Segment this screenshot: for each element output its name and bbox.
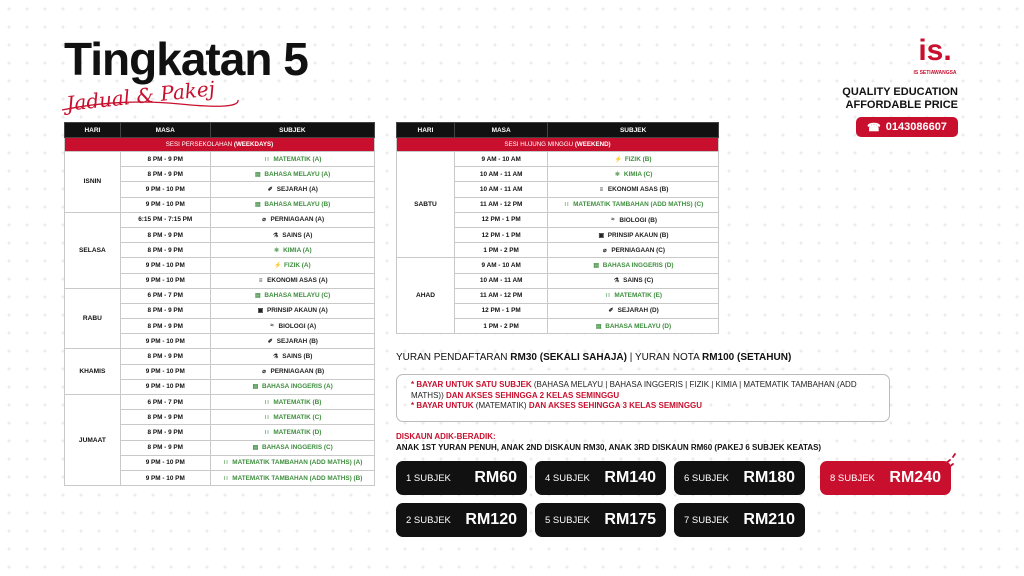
flag-icon: ▤ [255,171,261,178]
subject [254,292,330,299]
time-cell: 8 PM - 9 PM [120,440,210,455]
package-label: 2 SUBJEK [406,514,451,526]
subject-cell [210,258,374,273]
package-card [535,503,666,537]
subject-label: MATEMATIK (C) [273,413,322,421]
physics-icon: ⚡ [274,262,282,269]
time-cell: 10 AM - 11 AM [454,182,547,197]
time-cell: 1 PM - 2 PM [454,319,547,334]
note-1-highlight: BAYAR UNTUK SATU SUBJEK [416,380,532,389]
subject-label: BAHASA MELAYU (C) [264,292,331,300]
economy-icon: ≡ [599,186,604,193]
subject-cell [210,395,374,410]
business-icon: ⌀ [262,217,266,224]
flask-icon: ⚗ [273,354,279,361]
time-cell: 9 PM - 10 PM [120,455,210,470]
math-icon: ∷ [564,202,569,209]
time-cell: 9 PM - 10 PM [120,364,210,379]
time-cell: 9 PM - 10 PM [120,470,210,485]
tagline [842,86,958,112]
sparkle-icon [943,453,961,471]
subtitle-swoosh-decoration [60,94,240,114]
brand-sub-text: IS SETIAWANGSA [913,70,957,76]
session-banner [397,138,719,152]
subject [615,156,652,163]
subject-cell [210,379,374,394]
subject-label: EKONOMI ASAS (B) [607,186,669,194]
flag-icon: ▤ [255,202,261,209]
subject [604,292,662,299]
note-bullet: * [411,401,415,410]
subject-label: PERNIAGAAN (B) [270,368,325,376]
package-price: RM240 [889,469,941,486]
subject-cell [548,212,719,227]
session-name: SESI PERSEKOLAHAN [165,141,233,148]
subject-cell [548,273,719,288]
dna-icon: ≈ [270,323,274,330]
subject-label: KIMIA (A) [283,246,312,254]
dna-icon: ≈ [611,217,615,224]
subject [263,414,321,421]
column-header-subjek: SUBJEK [548,123,719,138]
note-2-highlight-2: DAN AKSES SEHINGGA 3 KELAS SEMINGGU [528,401,703,410]
subject-cell [210,197,374,212]
subject [257,307,328,314]
subject-label: BIOLOGI (A) [278,322,317,330]
math-icon: ∷ [223,475,228,482]
discount-line: ANAK 1ST YURAN PENUH, ANAK 2ND DISKAUN RM30, ANAK 3RD DISKAUN RM60 (PAKEJ 6 SUBJEK KEATAS) [396,443,822,452]
time-cell: 9 PM - 10 PM [120,258,210,273]
subject [601,247,665,254]
time-cell: 8 PM - 9 PM [120,410,210,425]
time-cell: 10 AM - 11 AM [454,273,547,288]
table-row [65,212,375,227]
subject [263,429,321,436]
subject-cell [548,288,719,303]
subject [598,186,668,193]
time-cell: 10 AM - 11 AM [454,167,547,182]
subject-label: BAHASA MELAYU (A) [264,170,331,178]
package-price: RM210 [743,511,795,528]
account-icon: ▣ [598,232,605,239]
day-cell: AHAD [397,258,455,334]
table-row [65,152,375,167]
subject [272,353,312,360]
flask-icon: ⚗ [273,232,279,239]
subject [593,262,674,269]
time-cell: 8 PM - 9 PM [120,152,210,167]
subject-label: BAHASA INGGERIS (C) [261,444,333,452]
subject-label: BAHASA MELAYU (B) [264,201,331,209]
subject-label: MATEMATIK TAMBAHAN (ADD MATHS) (A) [232,459,363,467]
subject-label: KIMIA (C) [623,170,653,178]
subject [263,156,321,163]
subject-cell [548,258,719,273]
subject [614,171,653,178]
page-subtitle: Jadual & Pakej [65,76,216,116]
subject-label: MATEMATIK (D) [273,428,322,436]
subject-cell [210,273,374,288]
subject-label: BAHASA INGGERIS (A) [261,383,333,391]
flag-icon: ▤ [252,384,259,391]
subject [257,277,327,284]
subject-label: SEJARAH (A) [276,185,318,193]
table-row [397,258,719,273]
subject-cell [210,440,374,455]
note-1-text: (BAHASA MELAYU | BAHASA INGGERIS | FIZIK | KIMIA | MATEMATIK TAMBAHAN (ADD MATHS)) [411,380,857,400]
package-card [396,503,527,537]
package-label: 8 SUBJEK [830,472,875,484]
subject [267,186,318,193]
column-header-masa: MASA [120,123,210,138]
business-icon: ⌀ [262,369,266,376]
weekday-schedule-table [64,122,375,486]
note-2-highlight: BAYAR UNTUK [416,401,474,410]
math-icon: ∷ [264,399,269,406]
subject [261,368,325,375]
subject [254,171,330,178]
time-cell: 11 AM - 12 PM [454,288,547,303]
physics-icon: ⚡ [614,156,623,163]
subject [261,216,325,223]
column-header-masa: MASA [454,123,547,138]
time-cell: 8 PM - 9 PM [120,227,210,242]
time-cell: 6 PM - 7 PM [120,395,210,410]
subject [254,201,330,208]
time-cell: 8 PM - 9 PM [120,303,210,318]
package-label: 4 SUBJEK [545,472,590,484]
subject-label: SAINS (A) [282,231,313,239]
subject [252,444,333,451]
subject [598,232,669,239]
day-cell: KHAMIS [65,349,121,395]
time-cell: 8 PM - 9 PM [120,319,210,334]
time-cell: 12 PM - 1 PM [454,227,547,242]
fees-note-label: | YURAN NOTA [626,352,702,363]
subject-cell [548,303,719,318]
fees-line [396,352,791,363]
subject-cell [210,470,374,485]
subject-label: SAINS (B) [282,353,313,361]
payment-notes-box [396,374,890,422]
scroll-icon: ✐ [267,338,273,345]
subject-label: SEJARAH (D) [617,307,659,315]
subject-label: BAHASA MELAYU (D) [605,322,672,330]
subject-cell [548,243,719,258]
time-cell: 6 PM - 7 PM [120,288,210,303]
phone-button[interactable] [856,117,958,137]
subject-cell [210,334,374,349]
subject [263,399,321,406]
time-cell: 9 PM - 10 PM [120,273,210,288]
time-cell: 6:15 PM - 7:15 PM [120,212,210,227]
subject [613,277,653,284]
subject-cell [210,243,374,258]
subject-label: EKONOMI ASAS (A) [267,277,328,285]
tagline-line-1: QUALITY EDUCATION [842,86,958,98]
subject-cell [210,455,374,470]
atom-icon: ⚛ [273,247,280,254]
table-row [65,349,375,364]
subject-label: FIZIK (B) [624,155,652,163]
math-icon: ∷ [264,414,269,421]
table-row [65,395,375,410]
note-2 [411,401,879,412]
time-cell: 11 AM - 12 PM [454,197,547,212]
brand-logo: is. [918,34,952,67]
subject-label: MATEMATIK TAMBAHAN (ADD MATHS) (C) [573,201,704,209]
note-2-text: (MATEMATIK) [473,401,529,410]
subject-label: PERNIAGAAN (C) [611,246,665,254]
subject-cell [210,212,374,227]
package-label: 1 SUBJEK [406,472,451,484]
time-cell: 9 AM - 10 AM [454,258,547,273]
subject-cell [210,167,374,182]
package-card [396,461,527,495]
column-header-hari: HARI [65,123,121,138]
time-cell: 8 PM - 9 PM [120,425,210,440]
subject [274,262,311,269]
day-cell: ISNIN [65,152,121,213]
weekend-schedule-table [396,122,719,334]
note-1 [411,380,879,401]
subject [252,383,333,390]
subject [563,201,703,208]
subject [222,475,362,482]
subject-cell [210,227,374,242]
subject-cell [210,152,374,167]
time-cell: 8 PM - 9 PM [120,243,210,258]
table-row [397,152,719,167]
subject [272,232,312,239]
flag-icon: ▤ [255,293,261,300]
subject-cell [210,425,374,440]
time-cell: 9 PM - 10 PM [120,197,210,212]
time-cell: 8 PM - 9 PM [120,167,210,182]
package-label: 6 SUBJEK [684,472,729,484]
subject [269,323,317,330]
package-label: 7 SUBJEK [684,514,729,526]
note-1-highlight-2: DAN AKSES SEHINGGA 2 KELAS SEMINGGU [445,390,620,400]
package-price: RM180 [743,469,795,486]
flag-icon: ▤ [593,262,600,269]
page-title: Tingkatan 5 [64,33,308,85]
discount-title: DISKAUN ADIK-BERADIK: [396,432,496,441]
subject [595,323,671,330]
day-cell: JUMAAT [65,395,121,486]
subject-cell [210,410,374,425]
subject-label: MATEMATIK (E) [614,292,662,300]
fees-reg-label: YURAN PENDAFTARAN [396,352,511,363]
subject-label: FIZIK (A) [284,261,311,269]
subject-label: PERNIAGAAN (A) [270,216,325,224]
time-cell: 9 PM - 10 PM [120,182,210,197]
time-cell: 12 PM - 1 PM [454,303,547,318]
subject-cell [210,319,374,334]
subject-cell [548,319,719,334]
subject [609,217,657,224]
fees-reg-value: RM30 (SEKALI SAHAJA) [510,352,627,363]
flask-icon: ⚗ [613,278,620,285]
subject-label: MATEMATIK (B) [273,398,322,406]
package-card-featured [820,461,951,495]
time-cell: 9 PM - 10 PM [120,334,210,349]
economy-icon: ≡ [258,277,263,284]
subject-cell [548,167,719,182]
subject-cell [210,364,374,379]
package-price: RM60 [474,469,517,486]
subject-label: PRINSIP AKAUN (A) [266,307,328,315]
business-icon: ⌀ [603,247,607,254]
package-card [674,503,805,537]
tagline-line-2: AFFORDABLE PRICE [845,99,958,111]
subject-cell [548,152,719,167]
package-price: RM120 [465,511,517,528]
note-bullet: * [411,380,415,389]
subject-label: SAINS (C) [623,277,654,285]
package-label: 5 SUBJEK [545,514,590,526]
day-cell: RABU [65,288,121,349]
flag-icon: ▤ [595,323,602,330]
subject [273,247,312,254]
subject [267,338,318,345]
subject-label: MATEMATIK (A) [273,155,322,163]
subject-cell [210,349,374,364]
time-cell: 9 PM - 10 PM [120,379,210,394]
package-price: RM175 [604,511,656,528]
package-price: RM140 [604,469,656,486]
column-header-hari: HARI [397,123,455,138]
atom-icon: ⚛ [614,171,621,178]
subject-cell [210,303,374,318]
phone-icon: ☎ [867,121,881,134]
subject [608,307,659,314]
scroll-icon: ✐ [267,186,273,193]
package-card [535,461,666,495]
subject-label: MATEMATIK TAMBAHAN (ADD MATHS) (B) [232,474,363,482]
account-icon: ▣ [257,308,264,315]
flag-icon: ▤ [252,445,259,452]
time-cell: 1 PM - 2 PM [454,243,547,258]
column-header-subjek: SUBJEK [210,123,374,138]
session-banner [65,138,375,152]
subject [222,459,362,466]
table-row [65,288,375,303]
subject-label: BIOLOGI (B) [619,216,657,224]
time-cell: 12 PM - 1 PM [454,212,547,227]
scroll-icon: ✐ [608,308,614,315]
math-icon: ∷ [223,460,228,467]
math-icon: ∷ [264,429,269,436]
phone-number: 0143086607 [885,121,947,133]
day-cell: SABTU [397,152,455,258]
subject-cell [210,288,374,303]
subject-label: SEJARAH (B) [276,337,318,345]
subject-cell [548,182,719,197]
subject-label: PRINSIP AKAUN (B) [607,231,669,239]
session-tag: (WEEKEND) [574,141,611,148]
time-cell: 9 AM - 10 AM [454,152,547,167]
subject-cell [548,197,719,212]
subject-label: BAHASA INGGERIS (D) [602,261,674,269]
subject-cell [548,227,719,242]
session-name: SESI HUJUNG MINGGU [504,141,574,148]
subject-cell [210,182,374,197]
package-card [674,461,805,495]
math-icon: ∷ [264,156,269,163]
fees-note-value: RM100 (SETAHUN) [702,352,792,363]
time-cell: 8 PM - 9 PM [120,349,210,364]
math-icon: ∷ [605,293,610,300]
session-tag: (WEEKDAYS) [233,141,274,148]
day-cell: SELASA [65,212,121,288]
